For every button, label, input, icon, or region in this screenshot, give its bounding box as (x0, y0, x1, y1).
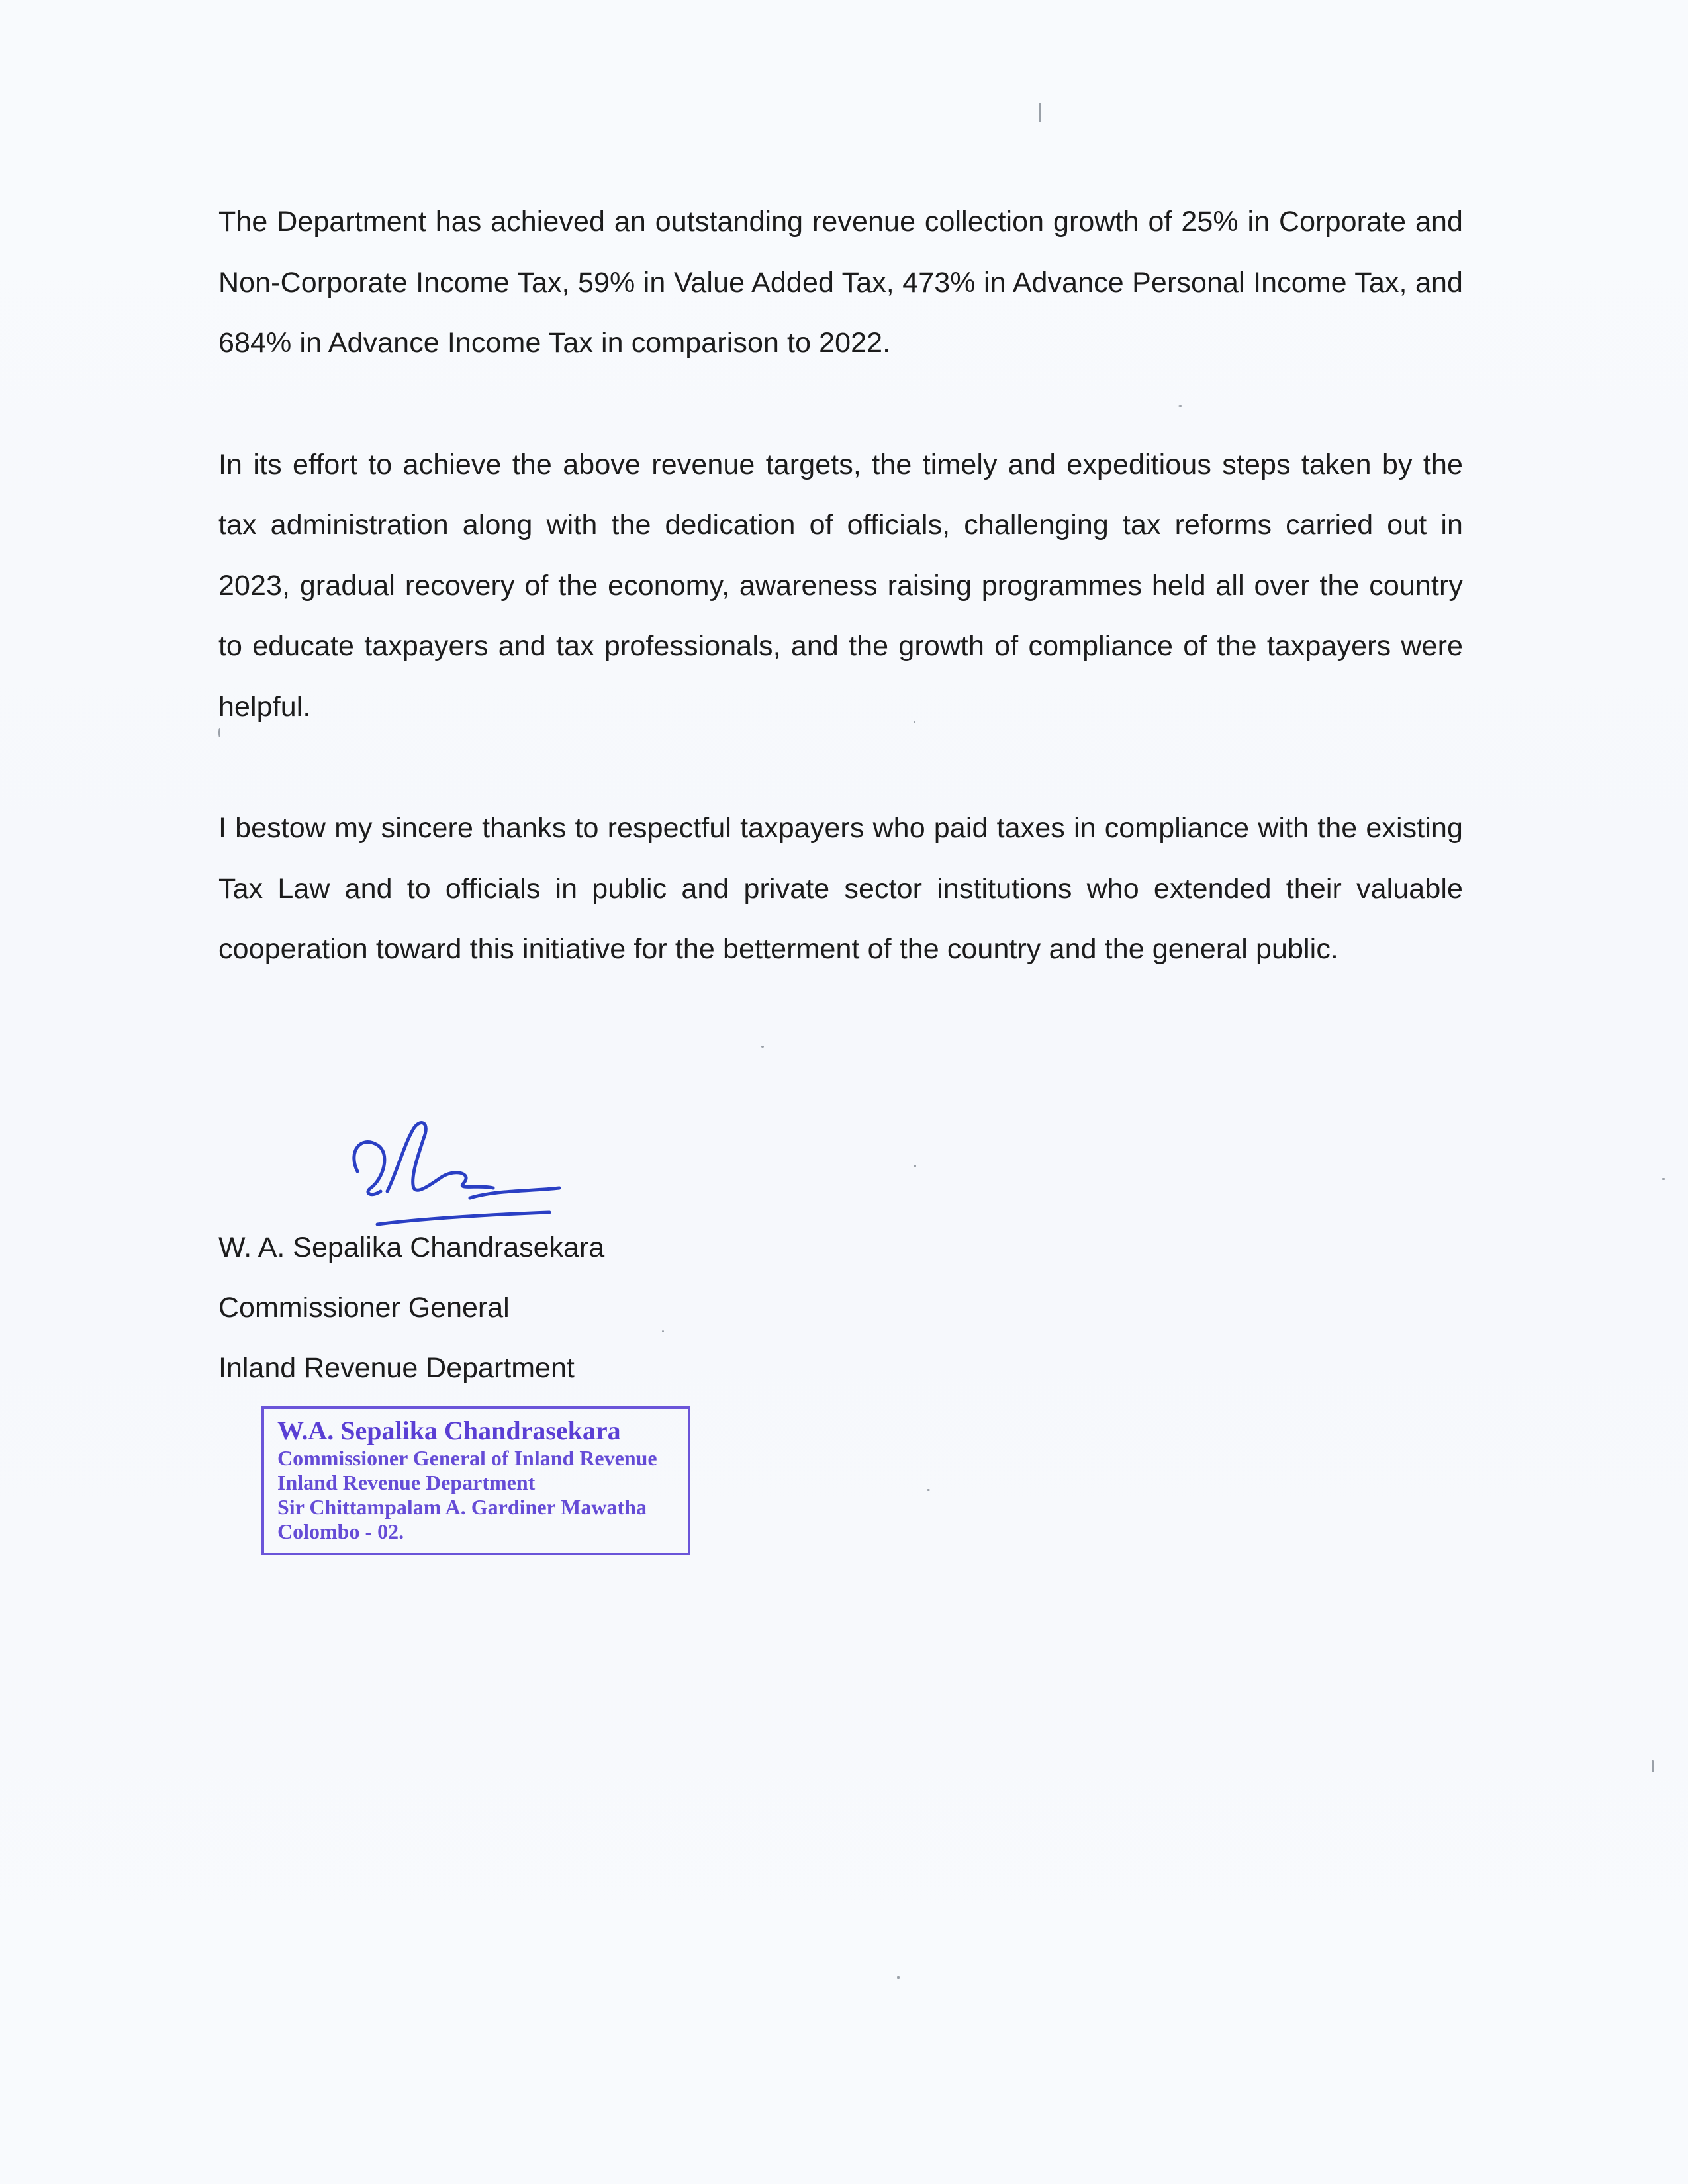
signatory-name: W. A. Sepalika Chandrasekara (218, 1232, 605, 1263)
stamp-title: Commissioner General of Inland Revenue (277, 1446, 657, 1470)
signatory-title: Commissioner General (218, 1292, 510, 1324)
scan-speck (1662, 1178, 1665, 1180)
signatory-department: Inland Revenue Department (218, 1352, 575, 1384)
stamp-name: W.A. Sepalika Chandrasekara (277, 1416, 621, 1445)
scan-speck (897, 1976, 900, 1979)
scan-speck (914, 721, 915, 723)
stamp-city: Colombo - 02. (277, 1520, 404, 1543)
paragraph-revenue-growth: The Department has achieved an outstanding revenue collection growth of 25% in Corporate and Non-Corporate Income Tax, 59% in Value Added Tax, 473% in Advance Personal Income Tax, and 684% in Advance Income Tax in comparison to 2022. (218, 206, 1463, 359)
signatory-details (218, 1218, 604, 1398)
official-stamp (261, 1406, 690, 1555)
stamp-address: Sir Chittampalam A. Gardiner Mawatha (277, 1495, 647, 1519)
scan-speck (914, 1165, 916, 1167)
stamp-department: Inland Revenue Department (277, 1471, 536, 1494)
scan-speck (927, 1489, 930, 1491)
scan-speck (662, 1330, 664, 1332)
scan-speck (1178, 405, 1182, 407)
paragraph-thanks: I bestow my sincere thanks to respectful taxpayers who paid taxes in compliance with the existing Tax Law and to officials in public and private sector institutions who extended their valuable cooperation toward this initiative for the betterment of the country and the general public. (218, 812, 1463, 965)
letter-body (218, 192, 1463, 1041)
scan-speck (1039, 103, 1041, 122)
paragraph-effort: In its effort to achieve the above revenue targets, the timely and expeditious steps taken by the tax administration along with the dedication of officials, challenging tax reforms carried out in 2023, gradual recovery of the economy, awareness raising programmes held all over the country to educate taxpayers and tax professionals, and the growth of compliance of the taxpayers were helpful. (218, 448, 1463, 723)
scan-speck (1652, 1760, 1654, 1772)
scan-speck (218, 728, 220, 737)
scan-speck (761, 1046, 764, 1048)
